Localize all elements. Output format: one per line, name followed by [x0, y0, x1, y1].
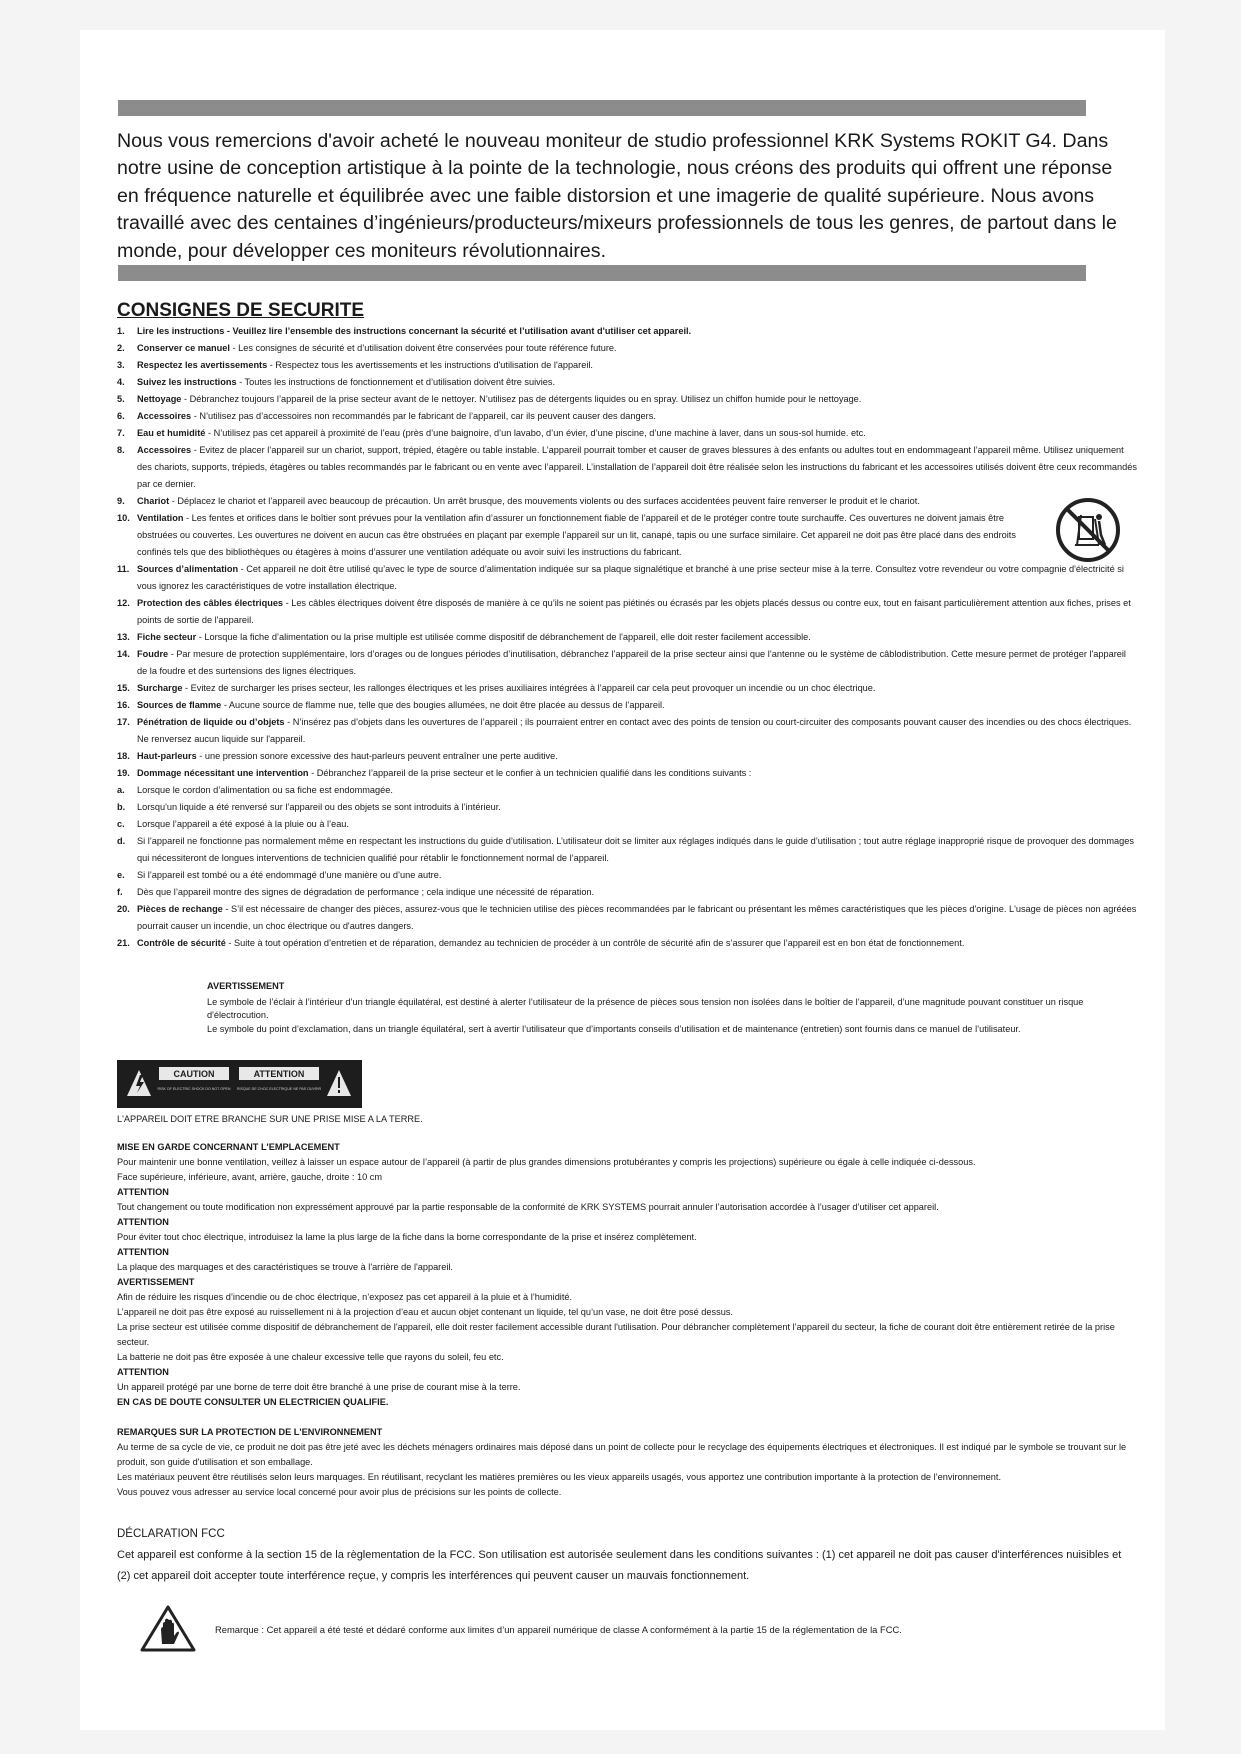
caution-sub-text: RISK OF ELECTRIC SHOCK DO NOT OPEN: [157, 1087, 231, 1091]
item-number: 16.: [117, 700, 130, 710]
placement-distance: Face supérieure, inférieure, avant, arrière, gauche, droite : 10 cm: [117, 1172, 383, 1182]
item-text: - Evitez de placer l’appareil sur un chariot, support, trépied, étagère ou table instable. L’appareil pourrait tomber et causer de graves blessures à des enfants ou adultes tout en endommageant l’appareil même. Utilisez uniquement des chariots, supports, trépieds, étagères ou tables recommandés par le fabricant ou en vente avec l’appareil. L’installation de l’appareil doit être réalisée selon les instructions du fabricant et les accessoires utilisés doivent être ceux recommandés par ce dernier.: [137, 445, 1137, 489]
safety-list-item: [117, 323, 1137, 340]
item-label: Chariot: [137, 496, 170, 506]
splash-text: L’appareil ne doit pas être exposé au ruissellement ni à la projection d’eau et aucun objet contenant un liquide, tel qu’un vase, ne doit être posé dessus.: [117, 1307, 733, 1317]
safety-list-item: [117, 714, 1137, 748]
item-number: e.: [117, 870, 125, 880]
item-label: Lire les instructions - Veuillez lire l’ensemble des instructions concernant la sécurité et l’utilisation avant d'utiliser cet appareil.: [137, 326, 692, 336]
modification-text: Tout changement ou toute modification non expressément approuvé par la partie responsable de la conformité de KRK SYSTEMS pourrait annuler l’autorisation accordée à l’usager d’utiliser cet appareil.: [117, 1202, 939, 1212]
item-number: 17.: [117, 717, 130, 727]
disconnect-text: La prise secteur est utilisée comme dispositif de débranchement de l'appareil, elle doit rester facilement accessible durant l'utilisation. Pour débrancher complètement l’appareil du secteur, la fiche de courant doit être entièrement retirée de la prise secteur.: [117, 1322, 1115, 1347]
safety-list-item: [117, 901, 1137, 935]
attention-sub-text: RISQUE DE CHOC ELECTRIQUE NE PAS OUVRIR: [236, 1087, 322, 1091]
safety-list-item: [117, 697, 1137, 714]
item-label: Dommage nécessitant une intervention: [137, 768, 309, 778]
item-text: Si l’appareil ne fonctionne pas normalement même en respectant les instructions du guide d’utilisation. L’utilisateur doit se limiter aux réglages indiqués dans le guide d’utilisation ; tout autre réglage inapproprié risque de provoquer des dommages qui nécessiteront de longues interventions de technicien qualifié pour rétablir le fonctionnement normal de l’appareil.: [137, 836, 1134, 863]
item-number: c.: [117, 819, 125, 829]
safety-list-item: [117, 680, 1137, 697]
warning-block: [207, 980, 1137, 1036]
safety-list-item: [117, 799, 1137, 816]
attention-label-text: ATTENTION: [253, 1069, 305, 1079]
item-text: - S’il est nécessaire de changer des pièces, assurez-vous que le technicien utilise des pièces recommandées par le fabricant ou présentant les mêmes caractéristiques que les pièces d'origine. L'usage de pièces non agréées pourrait causer un incendie, un choc électrique ou d'autres dangers.: [137, 904, 1137, 931]
earth-text: Un appareil protégé par une borne de terre doit être branché à une prise de courant mise à la terre.: [117, 1382, 521, 1392]
safety-list-item: [117, 816, 1137, 833]
intro-divider-bar: [118, 265, 1086, 281]
item-text: - Aucune source de flamme nue, telle que des bougies allumées, ne doit être placée au dessus de l’appareil.: [221, 700, 665, 710]
environment-section: [117, 1425, 1137, 1500]
item-text: - Evitez de surcharger les prises secteur, les rallonges électriques et les prises auxiliaires intégrées à l’appareil car cela peut provoquer un incendie ou un choc électrique.: [182, 683, 876, 693]
warning-heading: AVERTISSEMENT: [117, 1277, 195, 1287]
item-text: - Les fentes et orifices dans le boîtier sont prévues pour la ventilation afin d’assurer un fonctionnement fiable de l’appareil et de le protéger contre toute surchauffe. Ces ouvertures ne doivent jamais être obstruées ou couvertes. Les ouvertures ne doivent en aucun cas être obstruées en plaçant par exemple l’appareil sur un lit, canapé, tapis ou une surface similaire. Cet appareil ne doit pas être placé dans des endroits confinés tels que des bibliothèques ou étagères à moins d’assurer une ventilation adéquate ou avoir suivi les instructions du fabricant.: [137, 513, 1016, 557]
item-number: 13.: [117, 632, 130, 642]
item-number: 8.: [117, 445, 125, 455]
item-number: 10.: [117, 513, 130, 523]
item-label: Ventilation: [137, 513, 184, 523]
caution-label-text: CAUTION: [173, 1069, 215, 1079]
attention-heading: ATTENTION: [117, 1367, 169, 1377]
environment-text-1: Au terme de sa cycle de vie, ce produit ne doit pas être jeté avec les déchets ménagers ordinaires mais déposé dans un point de collecte pour le recyclage des équipements électriques et électroniques. Il est indiqué par le symbole se trouvant sur le produit, son guide d'utilisation et son emballage.: [117, 1442, 1127, 1467]
safety-list: [117, 323, 1137, 952]
safety-list-item: [117, 833, 1137, 867]
cart-warning-icon: [1055, 497, 1121, 563]
item-text: - Suite à tout opération d’entretien et de réparation, demandez au technicien de procéder à un contrôle de sécurité afin de s’assurer que l’appareil est en bon état de fonctionnement.: [225, 938, 965, 948]
item-label: Nettoyage: [137, 394, 182, 404]
safety-list-item: [117, 493, 1137, 510]
item-label: Respectez les avertissements: [137, 360, 268, 370]
plug-text: Pour éviter tout choc électrique, introduisez la lame la plus large de la fiche dans la borne correspondante de la prise et insérez complètement.: [117, 1232, 697, 1242]
safety-list-item: [117, 561, 1137, 595]
item-number: a.: [117, 785, 125, 795]
item-text: Si l’appareil est tombé ou a été endommagé d’une manière ou d’une autre.: [137, 870, 442, 880]
item-number: 6.: [117, 411, 125, 421]
safety-list-item: [117, 442, 1137, 493]
item-text: - une pression sonore excessive des haut-parleurs peuvent entraîner une perte auditive.: [196, 751, 558, 761]
item-text: - N’utilisez pas cet appareil à proximité de l’eau (près d’une baignoire, d’un lavabo, d’un évier, d’une piscine, d’une machine à laver, dans un sous-sol humide. etc.: [205, 428, 866, 438]
safety-list-item: [117, 510, 1137, 561]
item-number: b.: [117, 802, 126, 812]
electrician-notice: EN CAS DE DOUTE CONSULTER UN ELECTRICIEN QUALIFIE.: [117, 1397, 389, 1407]
item-label: Surcharge: [137, 683, 183, 693]
warning-lightning-text: Le symbole de l’éclair à l’intérieur d’un triangle équilatéral, est destiné à alerter l’utilisateur de la présence de pièces sous tension non isolées dans le boîtier de l’appareil, d’une magnitude pouvant constituer un risque d'électrocution.: [207, 996, 1084, 1020]
item-text: - Débranchez toujours l’appareil de la prise secteur avant de le nettoyer. N’utilisez pas de détergents liquides ou en spray. Utilisez un chiffon humide pour le nettoyage.: [181, 394, 862, 404]
item-number: 5.: [117, 394, 125, 404]
item-text: Lorsque le cordon d’alimentation ou sa fiche est endommagée.: [137, 785, 393, 795]
fcc-text: Cet appareil est conforme à la section 15 de la règlementation de la FCC. Son utilisation est autorisée seulement dans les conditions suivantes : (1) cet appareil ne doit pas causer d'interférences nuisibles et (2) cet appareil doit accepter toute interférence reçue, y compris les interférences qui peuvent causer un mauvais fonctionnement.: [117, 1549, 1122, 1582]
item-text: Lorsqu'un liquide a été renversé sur l’appareil ou des objets se sont introduits à l’intérieur.: [137, 802, 501, 812]
item-text: - N’utilisez pas d’accessoires non recommandés par le fabricant de l’appareil, car ils peuvent causer des dangers.: [191, 411, 656, 421]
fcc-section: [117, 1524, 1137, 1587]
ground-notice: L'APPAREIL DOIT ETRE BRANCHE SUR UNE PRISE MISE A LA TERRE.: [117, 1114, 423, 1124]
battery-text: La batterie ne doit pas être exposée à une chaleur excessive telle que rayons du soleil, feu etc.: [117, 1352, 504, 1362]
item-text: - Lorsque la fiche d’alimentation ou la prise multiple est utilisée comme dispositif de débranchement de l'appareil, elle doit rester facilement accessible.: [196, 632, 811, 642]
item-label: Contrôle de sécurité: [137, 938, 226, 948]
attention-heading: ATTENTION: [117, 1247, 169, 1257]
item-number: f.: [117, 887, 123, 897]
item-number: 19.: [117, 768, 130, 778]
safety-list-item: [117, 629, 1137, 646]
safety-list-item: [117, 340, 1137, 357]
item-number: 15.: [117, 683, 130, 693]
warning-exclamation-text: Le symbole du point d’exclamation, dans un triangle équilatéral, sert à avertir l’utilisateur que d’importants conseils d’utilisation et de maintenance (entretien) sont fournis dans ce manuel de l’utilisateur.: [207, 1023, 1021, 1034]
item-number: 7.: [117, 428, 125, 438]
item-text: - Les consignes de sécurité et d’utilisation doivent être conservées pour toute référence future.: [229, 343, 617, 353]
item-label: Accessoires: [137, 445, 192, 455]
item-number: 18.: [117, 751, 130, 761]
item-label: Sources de flamme: [137, 700, 222, 710]
item-label: Pièces de rechange: [137, 904, 223, 914]
safety-list-item: [117, 867, 1137, 884]
item-text: Lorsque l’appareil a été exposé à la pluie ou à l’eau.: [137, 819, 349, 829]
placement-section: [117, 1140, 1137, 1410]
item-number: 20.: [117, 904, 130, 914]
item-label: Haut-parleurs: [137, 751, 197, 761]
item-text: Dès que l’appareil montre des signes de dégradation de performance ; cela indique une nécessité de réparation.: [137, 887, 595, 897]
item-number: 12.: [117, 598, 130, 608]
safety-list-item: [117, 408, 1137, 425]
item-number: 9.: [117, 496, 125, 506]
placement-text: Pour maintenir une bonne ventilation, veillez à laisser un espace autour de l’appareil (à partir de plus grandes dimensions protubérantes y compris les projections) supérieure ou égale à celle indiquée ci-dessous.: [117, 1157, 976, 1167]
environment-text-2: Les matériaux peuvent être réutilisés selon leurs marquages. En réutilisant, recyclant les matières premières ou les vieux appareils usagés, vous apportez une contribution importante à la protection de l’environnement.: [117, 1472, 1002, 1482]
item-label: Conserver ce manuel: [137, 343, 230, 353]
item-label: Sources d’alimentation: [137, 564, 239, 574]
environment-text-3: Vous pouvez vous adresser au service local concerné pour avoir plus de précisions sur les points de collecte.: [117, 1487, 562, 1497]
item-text: - Toutes les instructions de fonctionnement et d’utilisation doivent être suivies.: [236, 377, 556, 387]
item-number: 21.: [117, 938, 130, 948]
safety-list-item: [117, 374, 1137, 391]
item-label: Fiche secteur: [137, 632, 197, 642]
item-text: - Par mesure de protection supplémentaire, lors d’orages ou de longues périodes d’inutilisation, débranchez l’appareil de la prise secteur ainsi que l’antenne ou le système de câblodistribution. Cette mesure permet de protéger l'appareil de la foudre et des surtensions des lignes électriques.: [137, 649, 1126, 676]
intro-paragraph: Nous vous remercions d'avoir acheté le nouveau moniteur de studio professionnel KRK Systems ROKIT G4. Dans notre usine de conception artistique à la pointe de la technologie, nous créons des produits qui offrent une réponse en fréquence naturelle et équilibrée avec une faible distorsion et une imagerie de qualité supérieure. Nous avons travaillé avec des centaines d’ingénieurs/producteurs/mixeurs professionnels de tous les genres, de partout dans le monde, pour développer ces moniteurs révolutionnaires.: [117, 130, 1117, 262]
environment-heading: REMARQUES SUR LA PROTECTION DE L'ENVIRONNEMENT: [117, 1427, 383, 1437]
safety-list-item: [117, 646, 1137, 680]
top-divider-bar: [118, 100, 1086, 116]
safety-list-item: [117, 765, 1137, 782]
item-number: 3.: [117, 360, 125, 370]
item-label: Foudre: [137, 649, 169, 659]
hand-warning-icon: [140, 1604, 196, 1652]
item-text: - Les câbles électriques doivent être disposés de manière à ce qu’ils ne soient pas piétinés ou écrasés par les objets placés dessus ou contre eux, tout en faisant particulièrement attention aux fiches, prises et points de sortie de l'appareil.: [137, 598, 1131, 625]
item-text: - Cet appareil ne doit être utilisé qu’avec le type de source d’alimentation indiquée sur sa plaque signalétique et branché à une prise secteur mise à la terre. Consultez votre revendeur ou votre compagnie d'électricité si vous ignorez les caractéristiques de votre installation électrique.: [137, 564, 1124, 591]
item-label: Accessoires: [137, 411, 192, 421]
attention-heading: ATTENTION: [117, 1187, 169, 1197]
item-label: Protection des câbles électriques: [137, 598, 284, 608]
safety-list-item: [117, 391, 1137, 408]
item-number: 14.: [117, 649, 130, 659]
item-number: 11.: [117, 564, 130, 574]
fcc-remark: Remarque : Cet appareil a été testé et dédaré conforme aux limites d’un appareil numérique de classe A conformément à la partie 15 de la réglementation de la FCC.: [215, 1624, 902, 1635]
fcc-title: DÉCLARATION FCC: [117, 1528, 225, 1540]
attention-heading: ATTENTION: [117, 1217, 169, 1227]
safety-list-item: [117, 425, 1137, 442]
item-number: d.: [117, 836, 126, 846]
rating-plate-text: La plaque des marquages et des caractéristiques se trouve à l'arrière de l'appareil.: [117, 1262, 453, 1272]
item-number: 4.: [117, 377, 125, 387]
item-text: - N’insérez pas d’objets dans les ouvertures de l’appareil ; ils pourraient entrer en contact avec des points de tension ou court-circuiter des composants pouvant causer des incendies ou des chocs électriques. Ne renversez aucun liquide sur l'appareil.: [137, 717, 1132, 744]
item-label: Suivez les instructions: [137, 377, 237, 387]
safety-list-item: [117, 935, 1137, 952]
safety-list-item: [117, 748, 1137, 765]
safety-title: CONSIGNES DE SECURITE: [117, 300, 365, 321]
placement-heading: MISE EN GARDE CONCERNANT L'EMPLACEMENT: [117, 1142, 340, 1152]
caution-label-image: [117, 1060, 362, 1108]
safety-list-item: [117, 782, 1137, 799]
safety-list-item: [117, 884, 1137, 901]
rain-text: Afin de réduire les risques d’incendie ou de choc électrique, n’exposez pas cet appareil à la pluie et à l’humidité.: [117, 1292, 573, 1302]
safety-list-item: [117, 595, 1137, 629]
item-number: 1.: [117, 326, 125, 336]
item-text: - Respectez tous les avertissements et les instructions d'utilisation de l'appareil.: [267, 360, 593, 370]
warning-heading: AVERTISSEMENT: [207, 981, 285, 991]
item-number: 2.: [117, 343, 125, 353]
item-text: - Débranchez l’appareil de la prise secteur et le confier à un technicien qualifié dans les conditions suivants :: [308, 768, 752, 778]
safety-list-item: [117, 357, 1137, 374]
item-text: - Déplacez le chariot et l’appareil avec beaucoup de précaution. Un arrêt brusque, des mouvements violents ou des surfaces accidentées peuvent faire renverser le produit et le chariot.: [169, 496, 920, 506]
item-label: Pénétration de liquide ou d’objets: [137, 717, 285, 727]
item-label: Eau et humidité: [137, 428, 206, 438]
